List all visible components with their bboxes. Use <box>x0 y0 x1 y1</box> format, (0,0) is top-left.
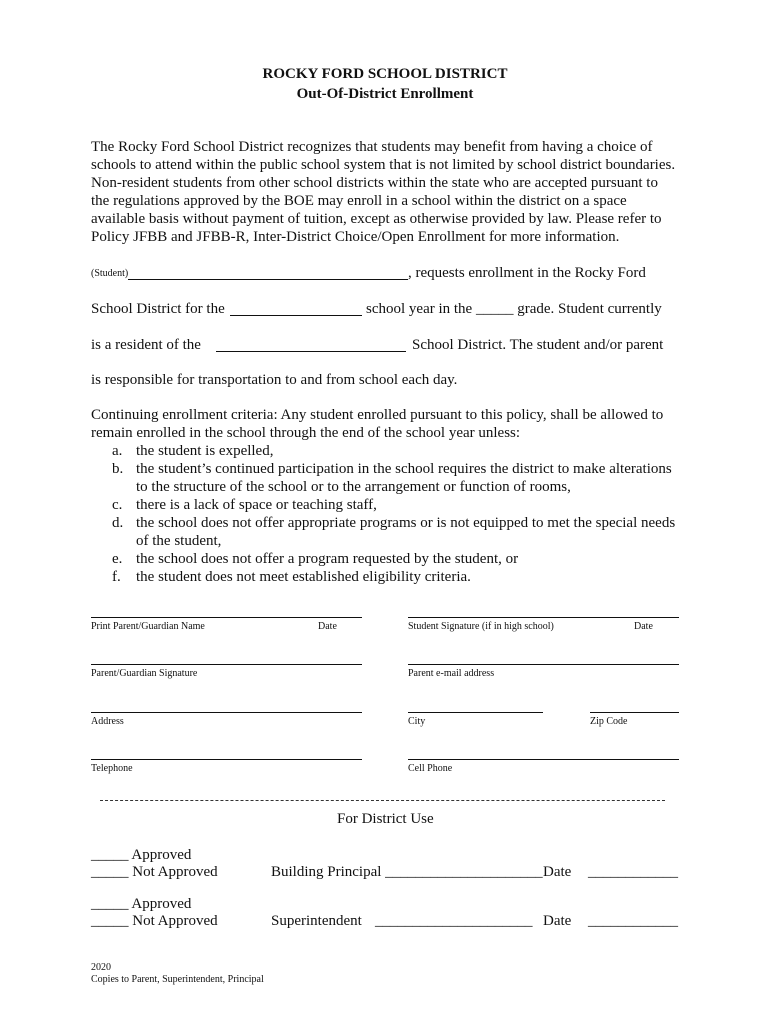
intro-line: the regulations approved by the BOE may enroll in a school within the district on a space <box>91 193 627 209</box>
list-letter: b. <box>112 461 124 477</box>
cut-line-divider <box>100 800 665 802</box>
date-field[interactable]: ____________ <box>588 864 678 880</box>
superintendent-field[interactable]: _____________________ <box>375 913 533 929</box>
form-subtitle: Out-Of-District Enrollment <box>296 86 474 102</box>
zip-field[interactable] <box>590 712 679 713</box>
date-label: Date <box>543 913 572 929</box>
approved-option[interactable]: _____ Approved <box>91 847 192 863</box>
email-field[interactable] <box>408 664 679 665</box>
district-use-heading: For District Use <box>337 811 434 827</box>
address-label: Address <box>91 716 124 727</box>
date-field[interactable]: ____________ <box>588 913 678 929</box>
guardian-signature-label: Parent/Guardian Signature <box>91 668 198 679</box>
student-label: (Student) <box>91 268 129 279</box>
school-year-field[interactable] <box>230 315 362 316</box>
intro-line: Non-resident students from other school districts within the state who are accepted pursuant to <box>91 175 658 191</box>
list-text: the student is expelled, <box>136 443 274 459</box>
list-text-cont: of the student, <box>136 533 222 549</box>
list-text: the student’s continued participation in the school requires the district to make alterations <box>136 461 672 477</box>
cell-phone-field[interactable] <box>408 759 679 760</box>
list-item <box>112 568 471 586</box>
footer-copies: Copies to Parent, Superintendent, Principal <box>91 974 264 985</box>
list-text-cont: to the structure of the school or to the arrangement or function of rooms, <box>136 479 571 495</box>
list-text: the student does not meet established eligibility criteria. <box>136 569 471 585</box>
date-label: Date <box>543 864 572 880</box>
student-signature-field[interactable] <box>408 617 679 618</box>
zip-label: Zip Code <box>590 716 628 727</box>
address-field[interactable] <box>91 712 362 713</box>
criteria-intro-line: remain enrolled in the school through the end of the school year unless: <box>91 425 521 441</box>
building-principal-field[interactable]: Building Principal _____________________ <box>271 864 543 880</box>
enroll-line3-tail: School District. The student and/or parent <box>412 337 664 353</box>
list-text: the school does not offer a program requested by the student, or <box>136 551 519 567</box>
enroll-line3-head: is a resident of the <box>91 337 201 353</box>
date-label: Date <box>634 621 653 632</box>
intro-line: available basis without payment of tuition, except as otherwise provided by law. Please refer to <box>91 211 662 227</box>
print-name-label: Print Parent/Guardian Name <box>91 621 205 632</box>
list-item <box>112 496 377 514</box>
list-letter: e. <box>112 551 123 567</box>
enroll-line2-head: School District for the <box>91 301 225 317</box>
list-item <box>112 460 672 478</box>
enroll-line2-mid: school year in the _____ grade. Student currently <box>366 301 662 317</box>
district-title: ROCKY FORD SCHOOL DISTRICT <box>262 66 508 82</box>
intro-paragraph <box>91 138 675 246</box>
print-name-field[interactable] <box>91 617 362 618</box>
superintendent-label: Superintendent <box>271 913 362 929</box>
approved-option[interactable]: _____ Approved <box>91 896 192 912</box>
email-label: Parent e-mail address <box>408 668 495 679</box>
list-letter: a. <box>112 443 123 459</box>
footer-year: 2020 <box>91 962 111 973</box>
list-item <box>112 550 518 568</box>
not-approved-option[interactable]: _____ Not Approved <box>91 864 218 880</box>
list-text: the school does not offer appropriate programs or is not equipped to met the special needs <box>136 515 676 531</box>
criteria-intro-line: Continuing enrollment criteria: Any student enrolled pursuant to this policy, shall be allowed to <box>91 407 664 423</box>
date-label: Date <box>318 621 337 632</box>
list-letter: c. <box>112 497 123 513</box>
student-signature-label: Student Signature (if in high school) <box>408 621 554 632</box>
city-label: City <box>408 716 426 727</box>
city-field[interactable] <box>408 712 543 713</box>
enroll-line4: is responsible for transportation to and from school each day. <box>91 372 458 388</box>
telephone-label: Telephone <box>91 763 133 774</box>
enroll-line1-tail: , requests enrollment in the Rocky Ford <box>408 265 646 281</box>
list-item <box>112 442 273 460</box>
list-letter: f. <box>112 569 121 585</box>
cell-phone-label: Cell Phone <box>408 763 453 774</box>
list-letter: d. <box>112 515 124 531</box>
criteria-intro <box>91 406 663 442</box>
intro-line: Policy JFBB and JFBB-R, Inter-District Choice/Open Enrollment for more information. <box>91 229 620 245</box>
intro-line: The Rocky Ford School District recognizes that students may benefit from having a choice of <box>91 139 653 155</box>
resident-district-field[interactable] <box>216 351 406 352</box>
list-item <box>112 514 675 532</box>
intro-line: schools to attend within the public school system that is not limited by school district boundaries. <box>91 157 676 173</box>
guardian-signature-field[interactable] <box>91 664 362 665</box>
not-approved-option[interactable]: _____ Not Approved <box>91 913 218 929</box>
list-text: there is a lack of space or teaching staff, <box>136 497 377 513</box>
telephone-field[interactable] <box>91 759 362 760</box>
student-name-field[interactable] <box>128 279 408 280</box>
